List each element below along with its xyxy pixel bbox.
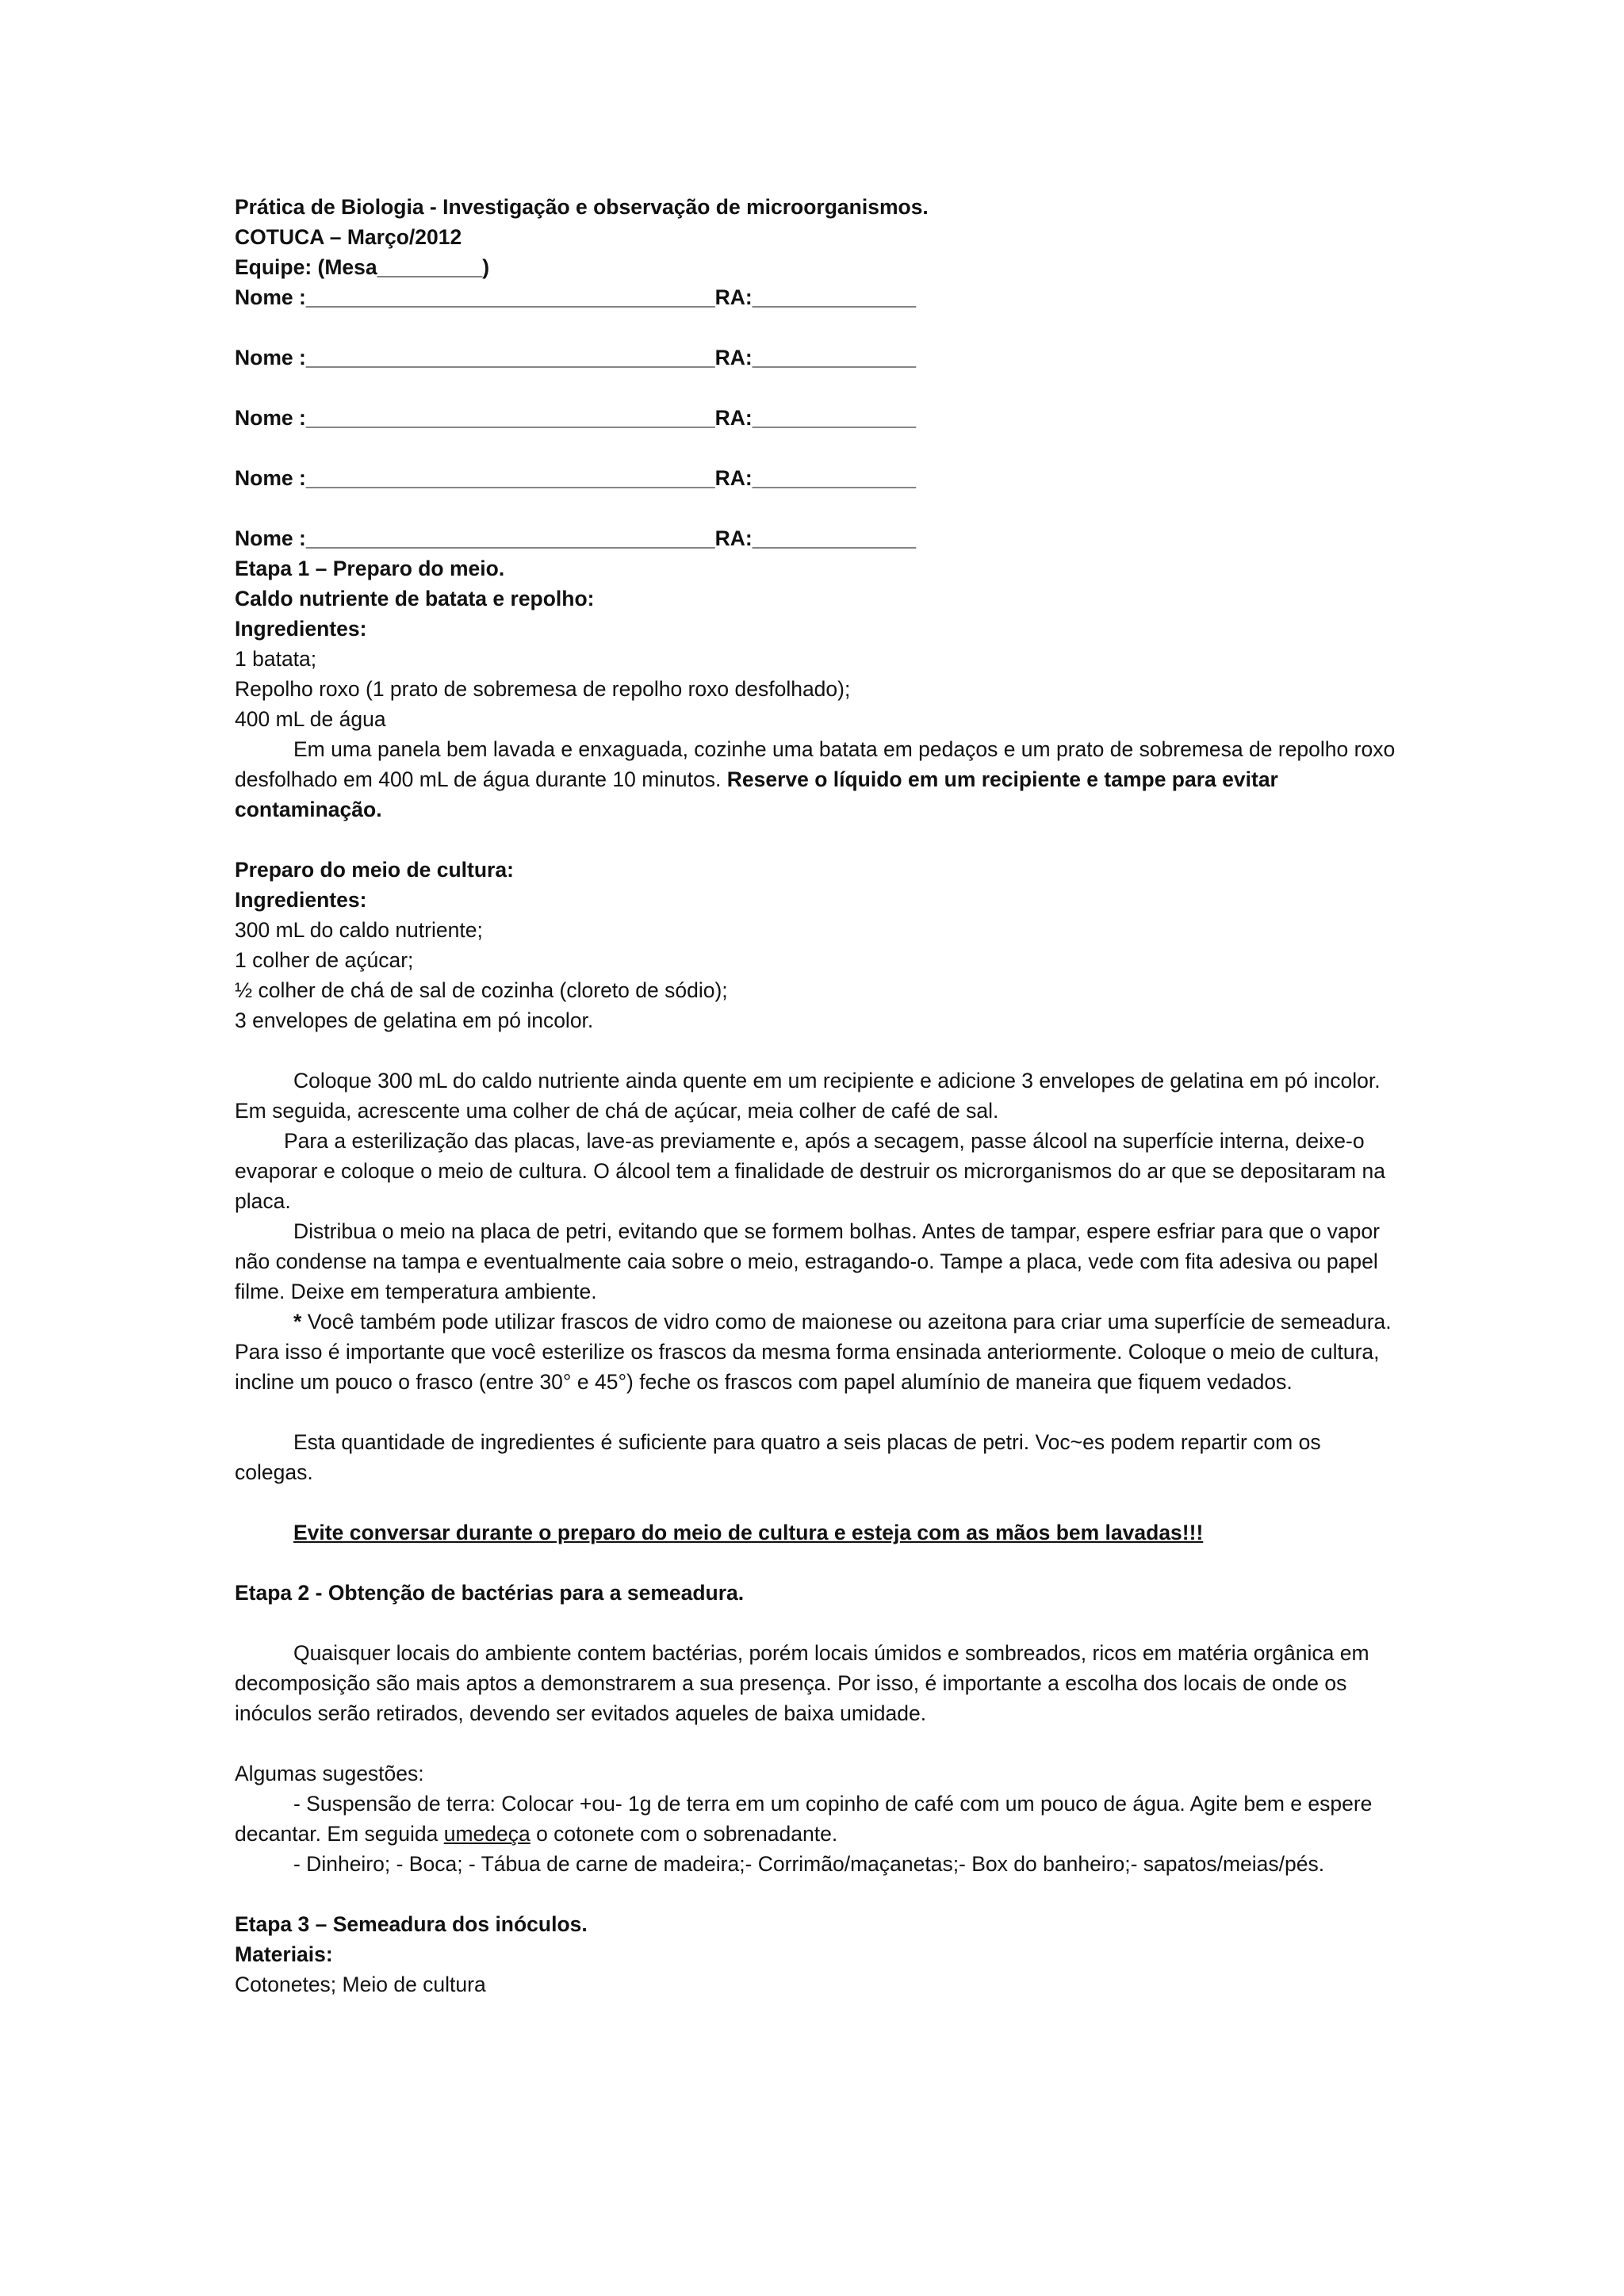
suggestion-soil-text: - Suspensão de terra: Colocar +ou- 1g de terra em um copinho de café com um pouco de água. Agite bem e espere decantar. Em seguida: [235, 1792, 1373, 1846]
team-field: Equipe: (Mesa_________): [235, 255, 490, 279]
school-date: COTUCA – Março/2012: [235, 225, 462, 249]
suggestion-soil: [235, 1789, 1400, 1849]
etapa2-heading: Etapa 2 - Obtenção de bactérias para a semeadura.: [235, 1581, 745, 1605]
jar-paragraph: [235, 1307, 1400, 1397]
suggestion-soil-underlined: umedeça: [443, 1822, 530, 1846]
etapa3-heading: Etapa 3 – Semeadura dos inóculos.: [235, 1912, 588, 1936]
ingredient-item: Repolho roxo (1 prato de sobremesa de repolho roxo desfolhado);: [235, 677, 851, 701]
culture-ingredients-label: Ingredientes:: [235, 888, 367, 912]
suggestions-label: Algumas sugestões:: [235, 1762, 424, 1785]
suggestion-soil-text-end: o cotonete com o sobrenadante.: [530, 1822, 838, 1846]
name-ra-field: Nome :___________________________________RA:______________: [235, 406, 917, 430]
broth-subheading: Caldo nutriente de batata e repolho:: [235, 587, 595, 610]
asterisk-marker: *: [293, 1310, 302, 1334]
name-ra-field: Nome :___________________________________RA:______________: [235, 285, 917, 309]
culture-paragraph-1: Coloque 300 mL do caldo nutriente ainda quente em um recipiente e adicione 3 envelopes de gelatina em pó incolor. Em seguida, acrescente uma colher de chá de açúcar, meia colher de café de sal.: [235, 1069, 1381, 1123]
name-ra-field: Nome :___________________________________RA:______________: [235, 466, 917, 490]
culture-heading: Preparo do meio de cultura:: [235, 858, 514, 882]
jar-paragraph-text: Você também pode utilizar frascos de vidro como de maionese ou azeitona para criar uma superfície de semeadura. Para isso é importante que você esterilize os frascos da mesma forma ensinada anteriormente. Coloque o meio de cultura, incline um pouco o frasco (entre 30° e 45°) feche os frascos com papel alumínio de maneira que fiquem vedados.: [235, 1310, 1392, 1394]
warning-text: Evite conversar durante o preparo do meio de cultura e esteja com as mãos bem lavadas!!!: [293, 1521, 1204, 1544]
sterilization-paragraph: Para a esterilização das placas, lave-as previamente e, após a secagem, passe álcool na superfície interna, deixe-o evaporar e coloque o meio de cultura. O álcool tem a finalidade de destruir os microrganismos do ar que se depositaram na placa.: [235, 1129, 1385, 1213]
ingredients-label: Ingredientes:: [235, 617, 367, 641]
broth-instructions: [235, 734, 1400, 825]
culture-ingredient-item: 300 mL do caldo nutriente;: [235, 918, 483, 942]
document-title: Prática de Biologia - Investigação e observação de microorganismos.: [235, 195, 929, 219]
culture-ingredient-item: ½ colher de chá de sal de cozinha (cloreto de sódio);: [235, 978, 728, 1002]
name-ra-field: Nome :___________________________________RA:______________: [235, 346, 917, 369]
quantity-paragraph: Esta quantidade de ingredientes é suficiente para quatro a seis placas de petri. Voc~es podem repartir com os colegas.: [235, 1430, 1321, 1484]
etapa1-heading: Etapa 1 – Preparo do meio.: [235, 557, 505, 580]
ingredient-item: 400 mL de água: [235, 707, 386, 731]
document-page: [235, 192, 1400, 1999]
materials-list: Cotonetes; Meio de cultura: [235, 1973, 486, 1996]
distribution-paragraph: Distribua o meio na placa de petri, evitando que se formem bolhas. Antes de tampar, espere esfriar para que o vapor não condense na tampa e eventualmente caia sobre o meio, estragando-o. Tampe a placa, vede com fita adesiva ou papel filme. Deixe em temperatura ambiente.: [235, 1219, 1380, 1303]
name-ra-field: Nome :___________________________________RA:______________: [235, 526, 917, 550]
broth-instructions-emphasis: Reserve o líquido em um recipiente e tampe para evitar contaminação.: [235, 767, 1278, 821]
locations-paragraph: Quaisquer locais do ambiente contem bactérias, porém locais úmidos e sombreados, ricos em matéria orgânica em decomposição são mais aptos a demonstrarem a sua presença. Por isso, é importante a escolha dos locais de onde os inóculos serão retirados, devendo ser evitados aqueles de baixa umidade.: [235, 1641, 1369, 1725]
materials-label: Materiais:: [235, 1942, 333, 1966]
broth-instructions-text: Em uma panela bem lavada e enxaguada, cozinhe uma batata em pedaços e um prato de sobremesa de repolho roxo desfolhado em 400 mL de água durante 10 minutos.: [235, 737, 1396, 791]
culture-ingredient-item: 3 envelopes de gelatina em pó incolor.: [235, 1008, 594, 1032]
ingredient-item: 1 batata;: [235, 647, 317, 671]
culture-ingredient-item: 1 colher de açúcar;: [235, 948, 414, 972]
suggestion-list: - Dinheiro; - Boca; - Tábua de carne de madeira;- Corrimão/maçanetas;- Box do banheiro;- sapatos/meias/pés.: [293, 1852, 1325, 1876]
